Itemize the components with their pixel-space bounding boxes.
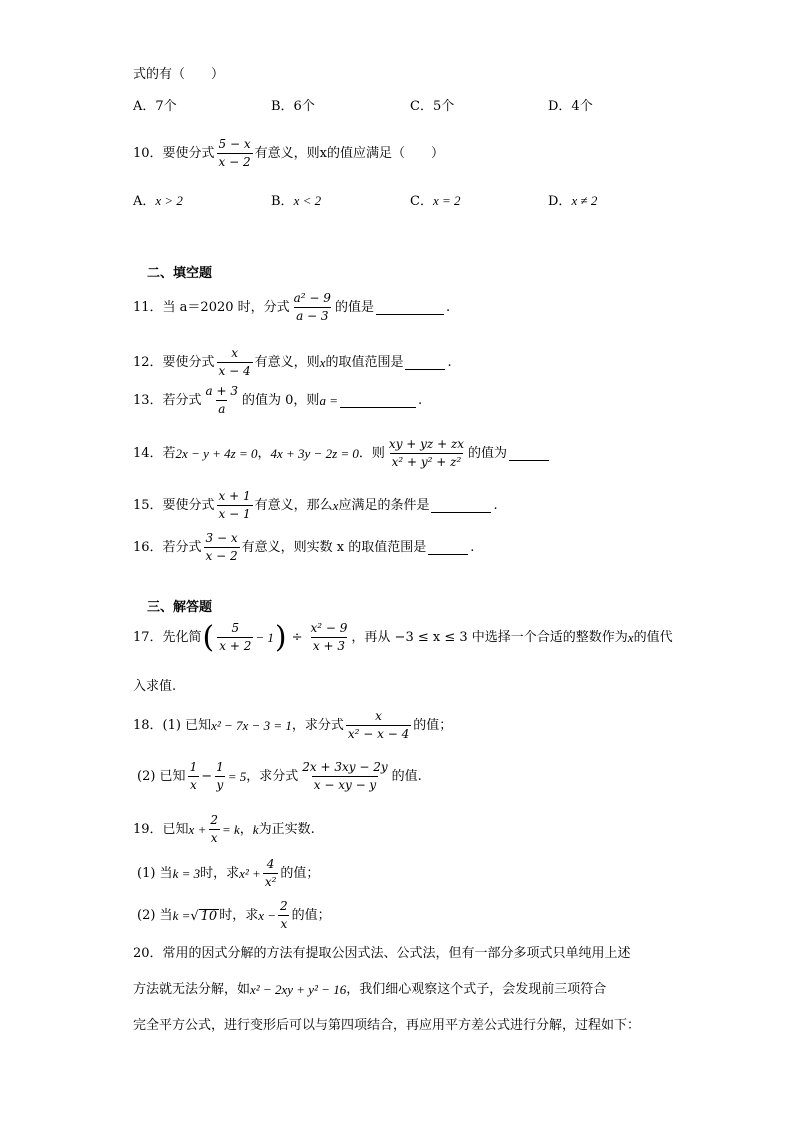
- q18-frac-1y: $\frac{1}{y}$: [216, 760, 224, 793]
- q13-stem: 13．若分式 $\frac{a + 3}{a}$ 的值为 0，则 a = .: [133, 384, 423, 417]
- q19-frac-4x2: $\frac{4}{\text{x²}}$: [264, 857, 277, 890]
- section-title-fill-blank: 二、填空题: [147, 266, 213, 281]
- q20-line3: 完全平方公式，进行变形后可以与第四项结合，再应用平方差公式进行分解，过程如下：: [133, 1018, 641, 1033]
- sqrt-symbol: √ 10: [190, 908, 218, 924]
- q16-answer-blank[interactable]: [428, 541, 468, 555]
- section-title-solve: 三、解答题: [147, 600, 213, 615]
- q14-answer-blank[interactable]: [509, 447, 549, 461]
- q17-fraction-2: $\frac{\text{x² − 9}}{x + 3}$: [310, 621, 348, 654]
- q17-fraction-1: $\frac{5}{x + 2}$: [219, 621, 252, 654]
- q19-part2: (2) 当 k = √ 10 时，求 x − $\frac{2}{x}$ 的值；: [137, 899, 331, 932]
- q13-answer-blank[interactable]: [340, 394, 416, 408]
- q14-stem: 14．若 2x − y + 4z = 0 ， 4x + 3y − 2z = 0 ．则 $\frac{xy + yz + zx}{\text{x² + y² + z²}}$ 的值为: [133, 438, 551, 469]
- q18-fraction-1: $\frac{x}{\text{x² − x − 4}}$: [347, 709, 410, 742]
- q12-answer-blank[interactable]: [405, 356, 445, 370]
- q18-part1: 18．(1) 已知 x² − 7x − 3 = 1 ，求分式 $\frac{x}{\text{x² − x − 4}}$ 的值；: [133, 709, 453, 742]
- q18-frac-1x: $\frac{1}{x}$: [189, 760, 198, 793]
- q13-fraction: $\frac{a + 3}{a}$: [205, 384, 239, 417]
- q20-line2: 方法就无法分解，如 x² − 2xy + y² − 16 ，我们细心观察这个式子，会发现前三项符合: [133, 982, 607, 997]
- q19-part1: (1) 当 k = 3 时，求 x² + $\frac{4}{\text{x²}}$ 的值；: [137, 857, 320, 890]
- q9-option-b[interactable]: B．6个: [271, 99, 315, 114]
- q11-stem: 11．当 a＝2020 时，分式 $\frac{\text{a² − 9}}{a - 3}$ 的值是 .: [133, 291, 451, 324]
- q9-stem-tail: 式的有（ ）: [133, 67, 225, 82]
- q20-line1: 20．常用的因式分解的方法有提取公因式法、公式法，但有一部分多项式只单纯用上述: [133, 946, 631, 961]
- q10-fraction: $\frac{5 - x}{x - 2}$: [218, 137, 251, 170]
- q15-answer-blank[interactable]: [431, 499, 491, 513]
- q16-stem: 16．若分式 $\frac{3 - x}{x - 2}$ 有意义，则实数 x 的取值范围是 .: [133, 531, 475, 564]
- q17-stem-line2: 入求值.: [133, 679, 177, 694]
- q11-fraction: $\frac{\text{a² − 9}}{a - 3}$: [293, 291, 331, 324]
- q12-stem: 12．要使分式 $\frac{x}{x - 4}$ 有意义，则 x 的取值范围是 .: [133, 346, 452, 379]
- q9-option-d[interactable]: D．4个: [548, 99, 593, 114]
- q17-stem: 17．先化简 ( $\frac{5}{x + 2}$ − 1 ) ÷ $\frac{\text{x² − 9}}{x + 3}$ ，再从 −3 ≤ x ≤ 3 中选择一个合适的整数作为 x 的值代: [133, 619, 673, 655]
- q10-option-a[interactable]: A．x > 2: [133, 193, 183, 209]
- q15-stem: 15．要使分式 $\frac{x + 1}{x - 1}$ 有意义，那么 x 应满足的条件是 .: [133, 489, 498, 522]
- q19-frac-2x: $\frac{2}{x}$: [210, 813, 218, 846]
- q10-stem: 10．要使分式 $\frac{5 - x}{x - 2}$ 有意义，则x的值应满足（ ）: [133, 137, 444, 170]
- q14-fraction: $\frac{xy + yz + zx}{\text{x² + y² + z²}}$: [388, 437, 465, 470]
- q18-fraction-2: $\frac{2x + 3xy - 2y}{x - xy - y}$: [302, 760, 388, 793]
- q19-frac-2x-b: $\frac{2}{x}$: [280, 899, 288, 932]
- q10-option-d[interactable]: D．x ≠ 2: [548, 193, 598, 209]
- q19-stem: 19．已知 x + $\frac{2}{x}$ = k ， k 为正实数.: [133, 813, 315, 846]
- q12-fraction: $\frac{x}{x - 4}$: [218, 346, 251, 379]
- q15-fraction: $\frac{x + 1}{x - 1}$: [218, 489, 251, 522]
- q9-option-c[interactable]: C．5个: [410, 99, 455, 114]
- q10-option-b[interactable]: B．x < 2: [271, 193, 322, 209]
- q9-option-a[interactable]: A．7个: [133, 99, 177, 114]
- q11-answer-blank[interactable]: [376, 301, 444, 315]
- q18-part2: (2) 已知 $\frac{1}{x}$ − $\frac{1}{y}$ = 5 ，求分式 $\frac{2x + 3xy - 2y}{x - xy - y}$ 的值.: [137, 760, 422, 793]
- q10-option-c[interactable]: C．x = 2: [410, 193, 461, 209]
- q16-fraction: $\frac{3 - x}{x - 2}$: [205, 531, 238, 564]
